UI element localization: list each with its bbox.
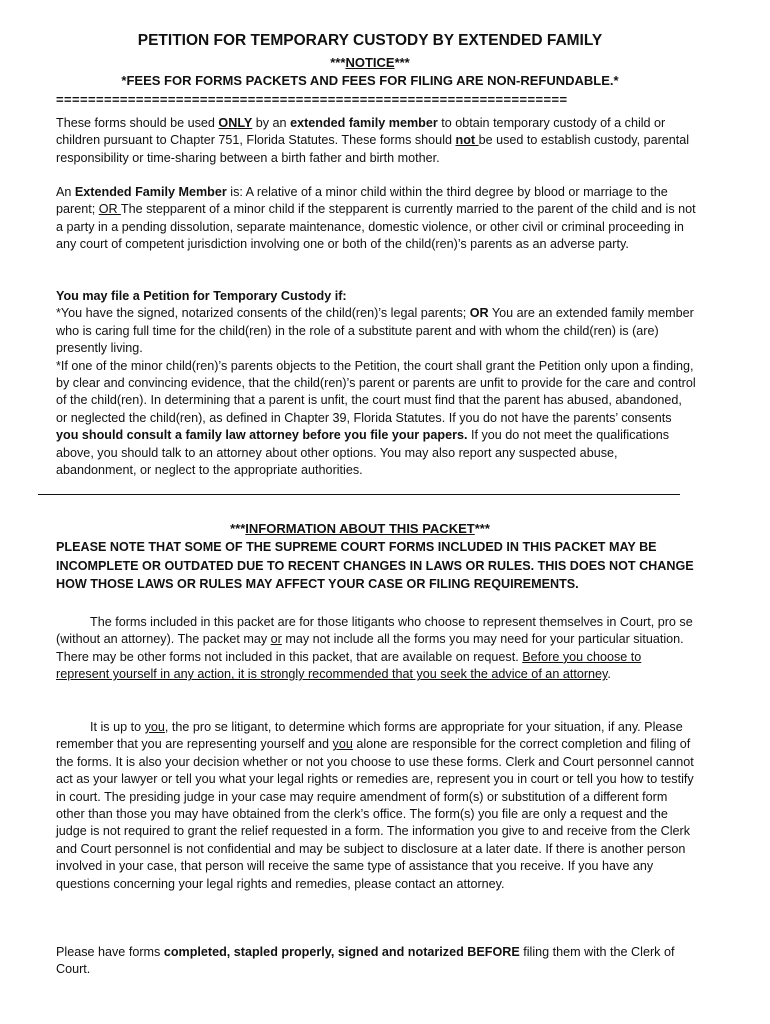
paragraph-responsibility — [56, 719, 696, 893]
stars-left: *** — [230, 521, 246, 536]
text: is: A relative of a minor child within the third degree by blood or marriage to the parent; — [56, 185, 668, 217]
text: filing them with the Clerk of Court. — [56, 945, 675, 977]
emphasis-extended-family-member: Extended Family Member — [74, 185, 227, 199]
paragraph-forms-usage — [56, 115, 696, 167]
emphasis-you: you — [144, 720, 165, 734]
text: Please have forms — [56, 945, 164, 959]
paragraph-pro-se — [56, 614, 696, 684]
packet-info-heading — [0, 520, 720, 537]
packet-warning: PLEASE NOTE THAT SOME OF THE SUPREME COURT FORMS INCLUDED IN THIS PACKET MAY BE INCOMPLETE OR OUTDATED DUE TO RECENT CHANGES IN LAWS OR RULES. THIS DOES NOT CHANGE HOW THOSE LAWS OR RULES MAY AFFECT YOUR CASE OR FILING REQUIREMENTS. — [56, 540, 694, 591]
separator-line: ================================================================ — [56, 92, 568, 107]
text: *You have the signed, notarized consents of the child(ren)’s legal parents; — [56, 306, 470, 321]
text: An — [56, 185, 75, 199]
emphasis-not: not — [455, 133, 479, 148]
emphasis-or: OR — [98, 202, 121, 217]
text: alone are responsible for the correct completion and filing of the forms. It is also your decision whether or not you choose to use these forms. Clerk and Court personnel cannot act as your lawyer or tell you what your legal rights or remedies are, represent you in court or tell you how to testify in court. The presiding judge in your case may require amendment of form(s) or substitution of a different form other than those you may have obtained from the clerk’s office. The form(s) you file are only a request and the judge is not required to grant the relief requested in a form. The information you give to and receive from the Clerk and Court personnel is not confidential and may be subject to disclosure at a later date. If there is another person involved in your case, that person will receive the same type of assistance that you receive. If you have any questions concerning your legal rights and remedies, please contact an attorney. — [56, 737, 694, 891]
emphasis-consult-attorney: you should consult a family law attorney before you file your papers. — [56, 428, 468, 443]
fees-notice: *FEES FOR FORMS PACKETS AND FEES FOR FILING ARE NON-REFUNDABLE.* — [121, 73, 619, 88]
emphasis-completed: completed, stapled properly, signed and notarized BEFORE — [163, 945, 520, 959]
text: to obtain temporary custody of a child or children pursuant to Chapter 751, Florida Statutes. These forms should — [56, 116, 666, 148]
emphasis-you: you — [332, 737, 353, 752]
notice-stars-left: *** — [330, 55, 346, 70]
emphasis-only: ONLY — [218, 116, 253, 130]
eligibility-heading: You may file a Petition for Temporary Custody if: — [56, 289, 347, 303]
horizontal-rule — [38, 494, 680, 495]
notice-heading — [0, 54, 740, 71]
text: The forms included in this packet are for those litigants who choose to represent themselves in Court, pro se (without an attorney). The packet may — [56, 615, 693, 647]
emphasis-extended-family-member: extended family member — [290, 116, 438, 130]
text: *If one of the minor child(ren)’s parents objects to the Petition, the court shall grant the Petition only upon a finding, by clear and convincing evidence, that the child(ren)’s parent or parents are unfit to provide for the care and control of the child(ren). In determining that a parent is unfit, the court must find that the parent has abused, abandoned, or neglected the child(ren), as defined in Chapter 39, Florida Statutes. If you do not have the parents’ consents — [56, 358, 696, 425]
text: These forms should be used — [56, 116, 219, 130]
paragraph-filing — [56, 944, 696, 979]
notice-stars-right: *** — [394, 55, 410, 70]
text: by an — [252, 116, 291, 130]
notice-word: NOTICE — [345, 55, 395, 70]
paragraph-definition — [56, 184, 696, 254]
paragraph-eligibility — [56, 288, 696, 479]
packet-info-word: INFORMATION ABOUT THIS PACKET — [245, 521, 475, 536]
stars-right: *** — [474, 521, 490, 536]
text: It is up to — [90, 720, 145, 734]
page-title: PETITION FOR TEMPORARY CUSTODY BY EXTENDED FAMILY — [137, 32, 603, 49]
text: , the pro se litigant, to determine which forms are appropriate for your situation, if any. Please remember that you are representing yourself and — [56, 720, 683, 752]
emphasis-seek-advice: Before you choose to represent yourself in any action, it is strongly recommended that you seek the advice of an attorney — [56, 649, 642, 682]
emphasis-or: OR — [469, 306, 489, 321]
text: The stepparent of a minor child if the stepparent is currently married to the parent of the child and is not a party in a pending dissolution, separate maintenance, domestic violence, or other civil or criminal proceeding in any court of competent jurisdiction involving one or both of the child(ren)’s parents as an adverse party. — [56, 202, 696, 252]
text: may not include all the forms you may need for your particular situation. There may be other forms not included in this packet, that are available on request. — [56, 632, 684, 664]
text: be used to establish custody, parental responsibility or time-sharing between a birth father and birth mother. — [56, 133, 690, 165]
text: If you do not meet the qualifications above, you should talk to an attorney about other options. You may also report any suspected abuse, abandonment, or neglect to the appropriate authorities. — [56, 428, 670, 478]
text: . — [607, 667, 611, 682]
text: You are an extended family member who is caring full time for the child(ren) in the role of a substitute parent and with whom the child(ren) is (are) presently living. — [56, 306, 694, 356]
emphasis-or: or — [270, 632, 282, 647]
